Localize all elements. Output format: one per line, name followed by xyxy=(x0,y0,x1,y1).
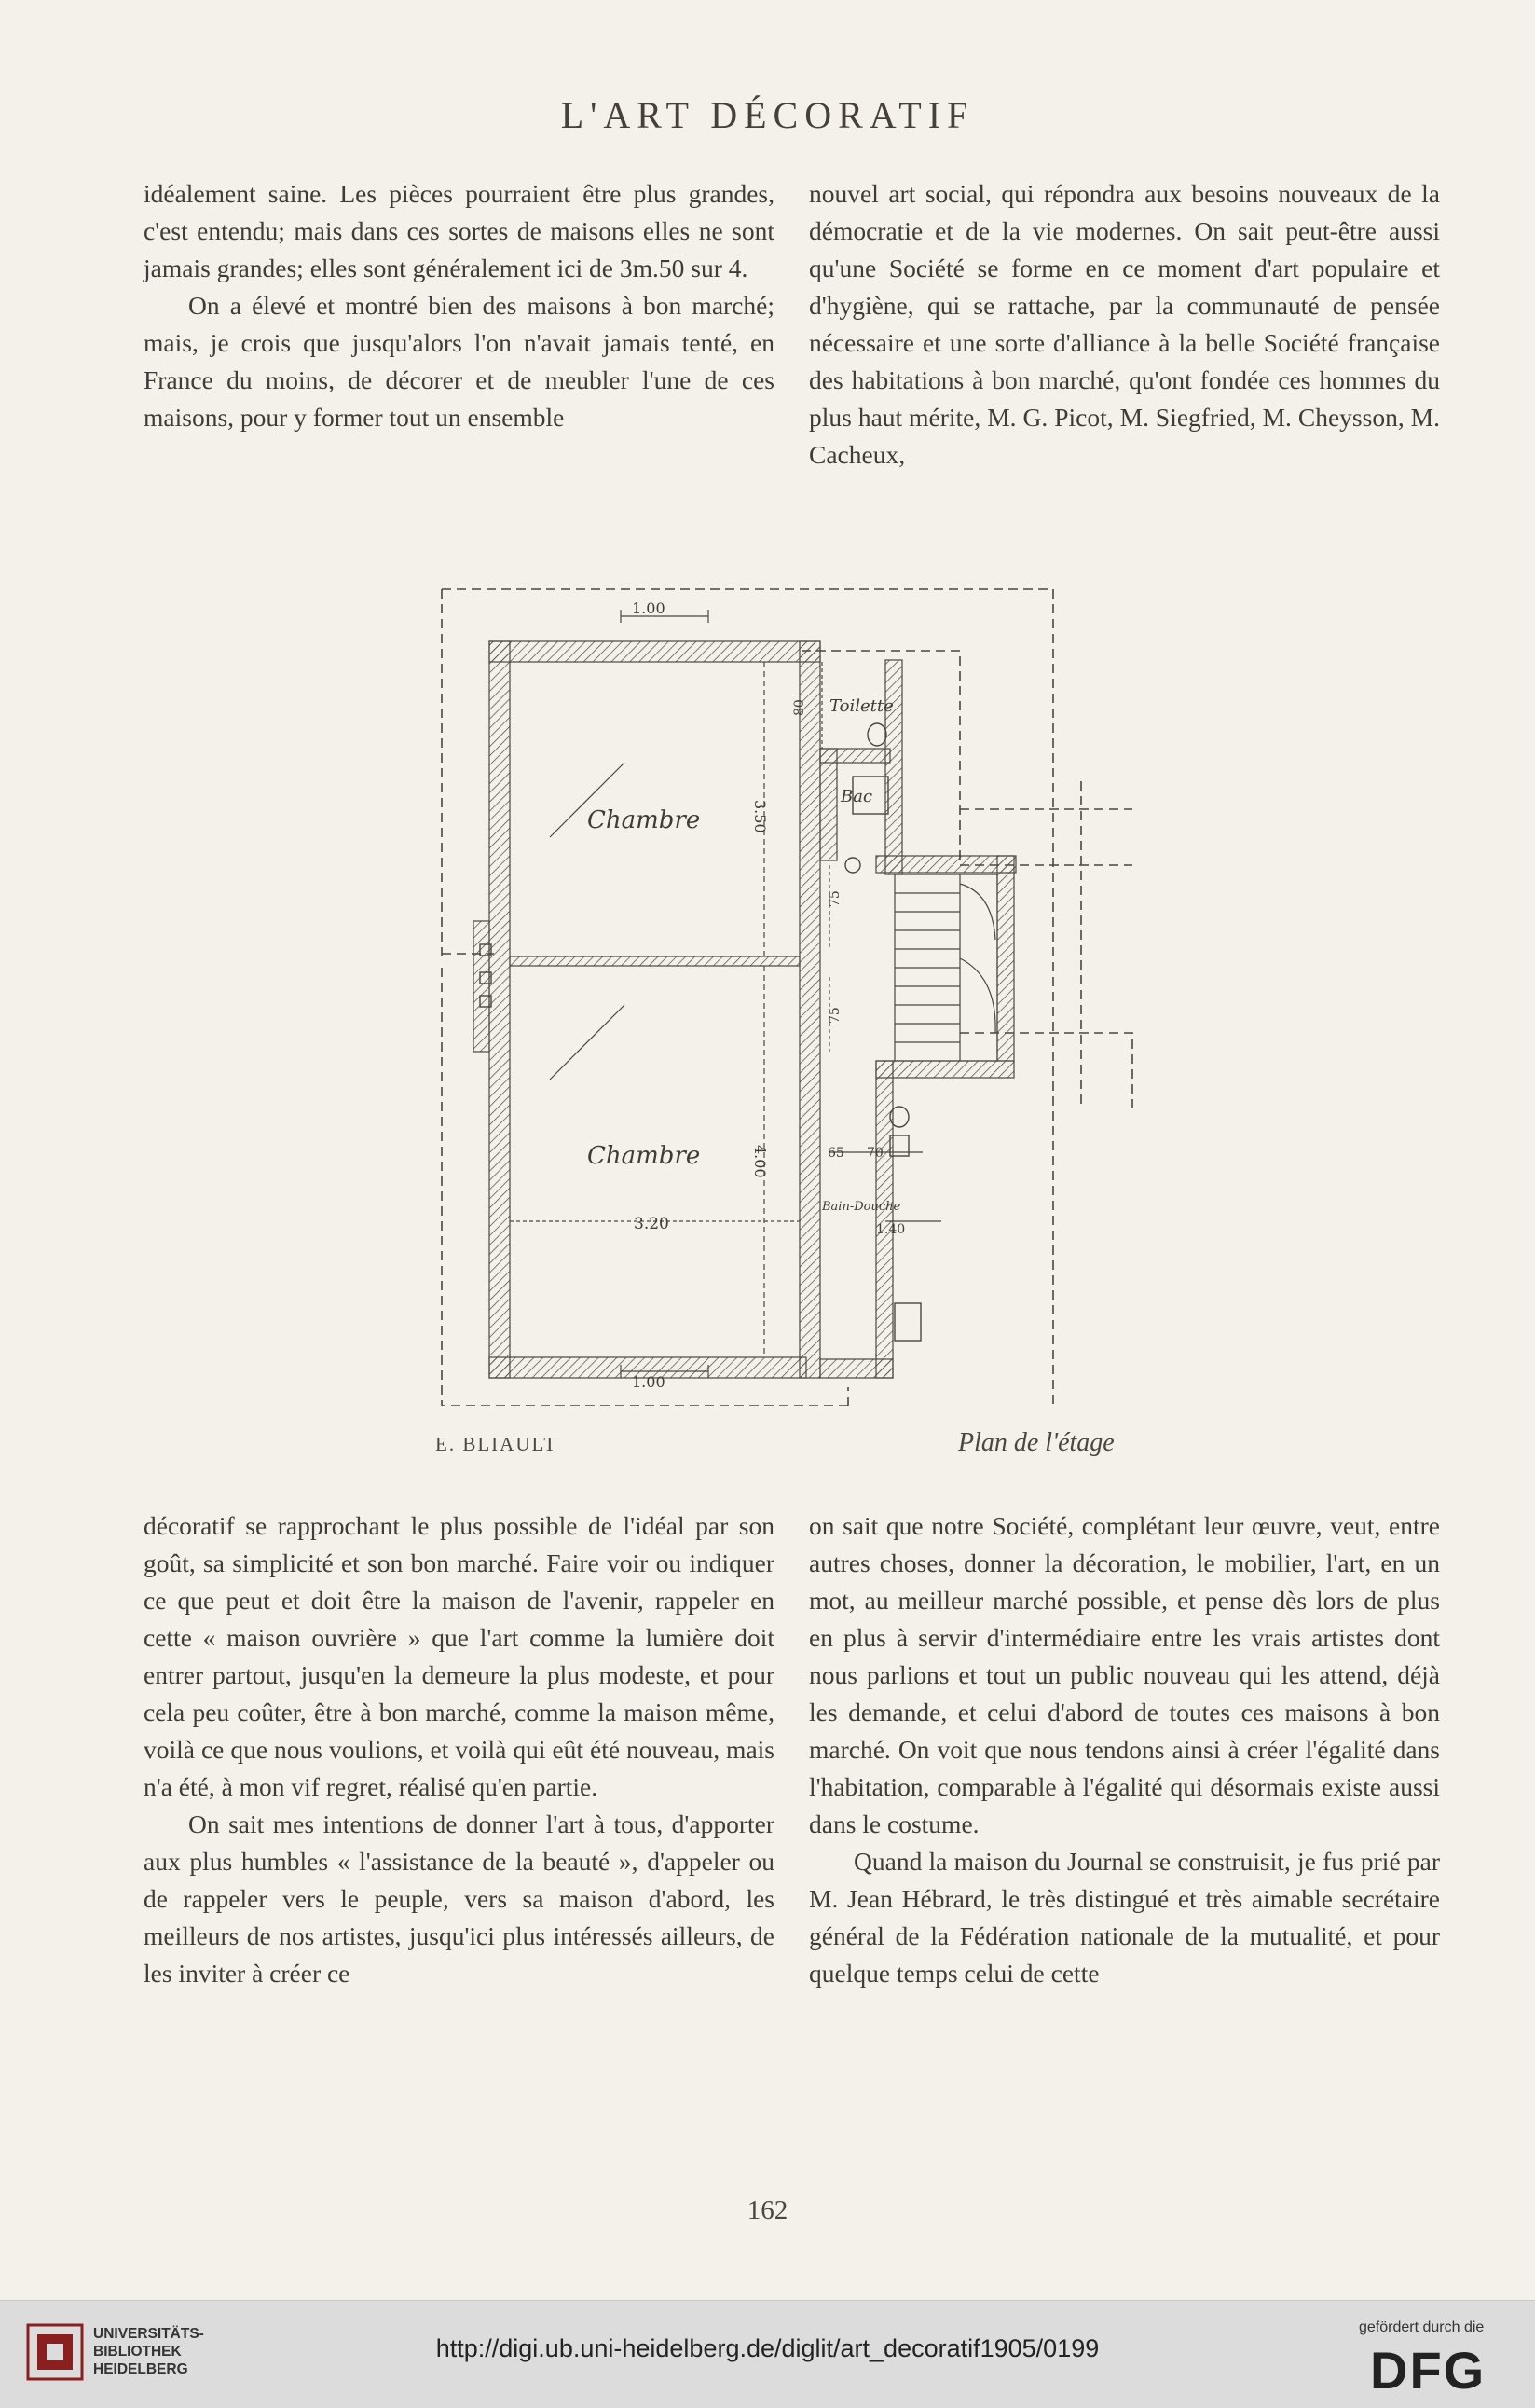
dimension-70: 70 xyxy=(867,1146,884,1161)
dimension-height-top: 3.50 xyxy=(751,800,769,833)
library-name-line: HEIDELBERG xyxy=(93,2361,188,2377)
page-number: 162 xyxy=(747,2195,788,2225)
room-label-bac: Bac xyxy=(841,787,873,806)
bottom-right-column xyxy=(809,1507,1440,1992)
walls xyxy=(473,641,1016,1378)
dimension-80: 80 xyxy=(792,699,807,716)
floor-plan xyxy=(438,585,1135,1406)
room-label-chambre-top: Chambre xyxy=(587,806,701,834)
bottom-left-column xyxy=(144,1507,774,1992)
figure-caption: Plan de l'étage xyxy=(958,1428,1115,1457)
dimension-top: 1.00 xyxy=(632,599,665,617)
paragraph: on sait que notre Société, complétant leur œuvre, veut, entre autres choses, donner la décoration, le mobilier, l'art, en un mot, au meilleur marché possible, et pense dès lors de plus en plus à servir d'intermédiaire entre les vrais artistes dont nous parlions et tout un public nouveau qui les attend, déjà les demande, et celui d'abord de toutes ces maisons à bon marché. On voit que nous tendons ainsi à créer l'égalité dans l'habitation, comparable à l'égalité qui désormais existe aussi dans le costume. xyxy=(809,1511,1440,1838)
paragraph: idéalement saine. Les pièces pourraient être plus grandes, c'est entendu; mais dans ces sortes de maisons elles ne sont jamais grandes; elles sont généralement ici de 3m.50 sur 4. xyxy=(144,179,774,282)
room-label-toilette: Toilette xyxy=(829,696,894,716)
footer-bar xyxy=(0,2300,1535,2408)
source-url-link[interactable]: http://digi.ub.uni-heidelberg.de/diglit/art_decoratif1905/0199 xyxy=(435,2334,1100,2362)
paragraph: On sait mes intentions de donner l'art à tous, d'apporter aux plus humbles « l'assistance de la beauté », d'appeler ou de rappeler vers le peuple, vers sa maison d'abord, les meilleurs de nos artistes, jusqu'ici plus intéressés ailleurs, de les inviter à créer ce xyxy=(144,1809,774,1988)
figure-credit: E. BLIAULT xyxy=(435,1433,558,1455)
dimension-65: 65 xyxy=(828,1146,844,1161)
library-name-line: BIBLIOTHEK xyxy=(93,2344,182,2360)
top-right-column xyxy=(809,175,1440,474)
top-left-column xyxy=(144,175,774,436)
fixtures xyxy=(480,723,921,1341)
room-label-bain-douche: Bain-Douche xyxy=(822,1200,901,1214)
dimension-75b: 75 xyxy=(828,1007,843,1024)
paragraph: nouvel art social, qui répondra aux besoins nouveaux de la démocratie et de la vie modernes. On sait peut-être aussi qu'une Société se forme en ce moment d'art populaire et d'hygiène, qui se rattache, par la communauté de pensée nécessaire et une sorte d'alliance à la belle Société française des habitations à bon marché, qu'ont fondée ces hommes du plus haut mérite, M. G. Picot, M. Siegfried, M. Cheysson, M. Cacheux, xyxy=(809,179,1440,469)
room-label-chambre-bottom: Chambre xyxy=(587,1142,701,1170)
running-header: L'ART DÉCORATIF xyxy=(560,94,975,136)
sponsor-label: gefördert durch die xyxy=(1359,2319,1485,2335)
dimension-bottom: 1.00 xyxy=(632,1373,665,1391)
paragraph: Quand la maison du Journal se construisit, je fus prié par M. Jean Hébrard, le très distingué et très aimable secrétaire général de la Fédération nationale de la mutualité, et pour quelque temps celui de cette xyxy=(809,1847,1440,1988)
dimension-140: 1.40 xyxy=(876,1222,906,1237)
dfg-logo: DFG xyxy=(1370,2341,1487,2400)
paragraph: On a élevé et montré bien des maisons à bon marché; mais, je crois que jusqu'alors l'on n'avait jamais tenté, en France du moins, de décorer et de meubler l'une de ces maisons, pour y former tout un ensemble xyxy=(144,291,774,432)
paragraph: décoratif se rapprochant le plus possible de l'idéal par son goût, sa simplicité et son bon marché. Faire voir ou indiquer ce que peut et doit être la maison de l'avenir, rappeler en cette « maison ouvrière » que l'art comme la lumière doit entrer partout, jusqu'en la demeure la plus modeste, et pour cela peu coûter, être à bon marché, comme la maison même, voilà ce que nous voulions, et voilà qui eût été nouveau, mais n'a été, à mon vif regret, réalisé qu'en partie. xyxy=(144,1511,774,1801)
boundary-line xyxy=(442,589,1053,1406)
dimension-height-bottom: 4.00 xyxy=(751,1145,769,1178)
dimension-75a: 75 xyxy=(828,890,843,907)
library-name-line: UNIVERSITÄTS- xyxy=(93,2326,204,2342)
dimension-width: 3.20 xyxy=(634,1215,669,1233)
